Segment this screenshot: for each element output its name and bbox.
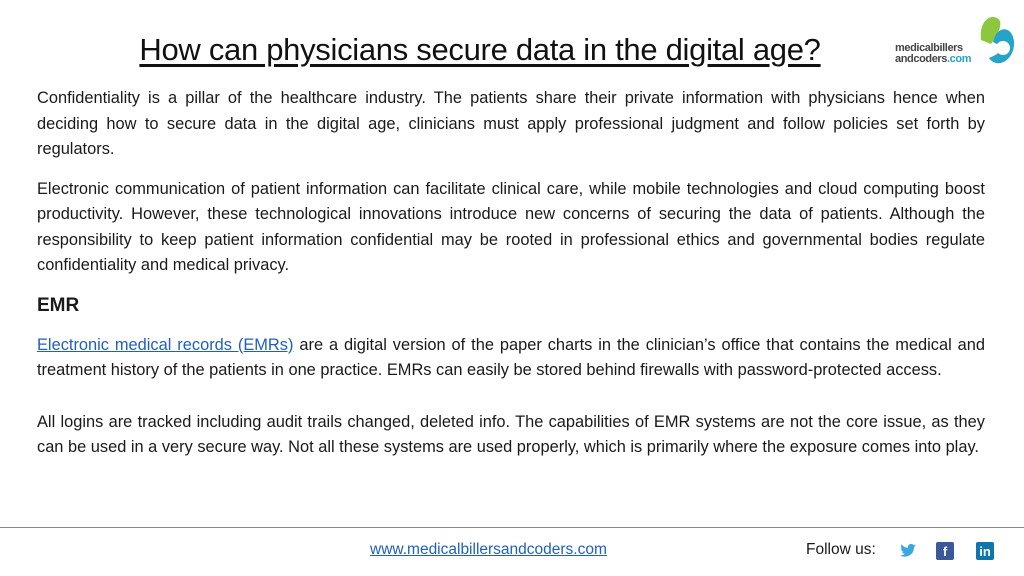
main-content: [37, 86, 985, 475]
logo[interactable]: [893, 12, 1015, 74]
paragraph: Confidentiality is a pillar of the healthcare industry. The patients share their private information with physicians hence when deciding how to secure data in the digital age, clinicians must apply professional judgment and follow policies set forth by regulators.: [37, 89, 985, 158]
facebook-icon[interactable]: f: [936, 542, 954, 560]
follow-label: Follow us:: [806, 541, 876, 558]
paragraph: All logins are tracked including audit trails changed, deleted info. The capabilities of EMR systems are not the core issue, as they can be used in a very secure way. Not all these systems are used properly, which is primarily where the exposure comes into play.: [37, 412, 985, 456]
footer-divider: [0, 527, 1024, 528]
logo-text: medicalbillers andcoders.com: [895, 42, 972, 65]
section-heading: EMR: [37, 294, 80, 316]
page-title: How can physicians secure data in the digital age?: [139, 32, 821, 67]
website-link[interactable]: www.medicalbillersandcoders.com: [370, 541, 607, 558]
emr-paragraph: Electronic medical records (EMRs) are a digital version of the paper charts in the clinician’s office that contains the medical and treatment history of the patients in one practice. EMRs can easily be stored behind firewalls with password-protected access.: [37, 335, 985, 379]
linkedin-icon[interactable]: in: [976, 542, 994, 560]
paragraph: Electronic communication of patient information can facilitate clinical care, while mobile technologies and cloud computing boost productivity. However, these technological innovations introduce new concerns of securing the data of patients. Although the responsibility to keep patient information confidential may be rooted in professional ethics and governmental bodies regulate confidentiality and medical privacy.: [37, 179, 985, 274]
twitter-icon[interactable]: [899, 542, 917, 560]
emr-link[interactable]: Electronic medical records (EMRs): [37, 335, 294, 354]
